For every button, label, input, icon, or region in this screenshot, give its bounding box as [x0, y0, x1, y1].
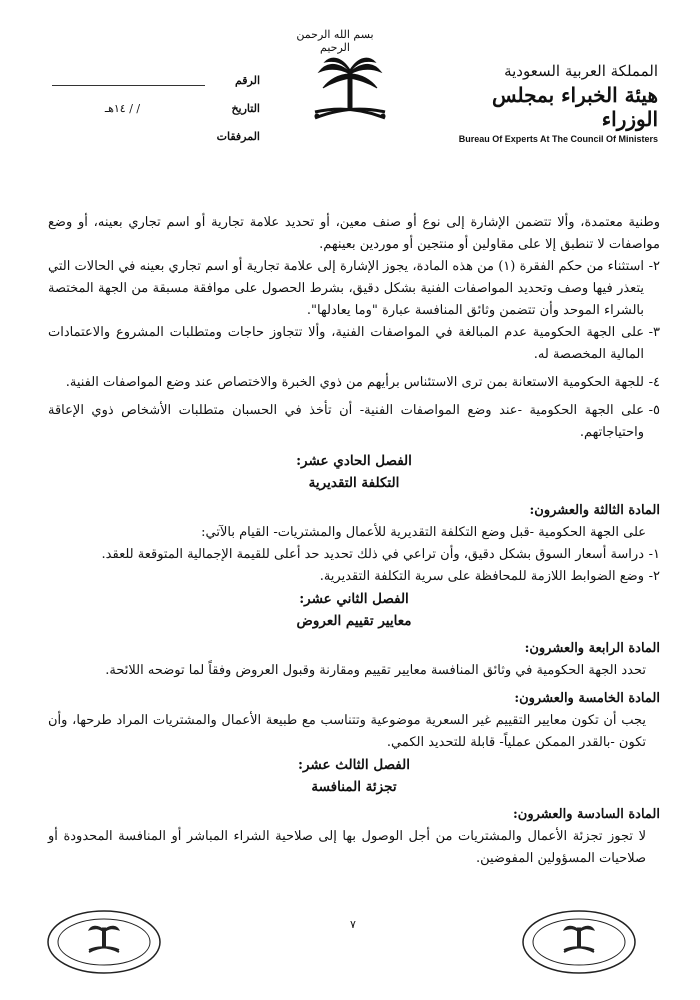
saudi-emblem-icon — [305, 52, 395, 132]
item-text: على الجهة الحكومية عدم المبالغة في المواصفات الفنية، وألا تتجاوز حاجات ومتطلبات المشروع والاعتمادات المالية المخصصة له. — [48, 325, 644, 362]
article-text: على الجهة الحكومية -قبل وضع التكلفة التقديرية للأعمال والمشتريات- القيام بالآتي: — [201, 525, 646, 540]
date-value: / / ١٤هـ — [104, 101, 141, 115]
item-text: للجهة الحكومية الاستعانة بمن ترى الاستئناس برأيهم من ذوي الخبرة والاختصاص عند وضع المواصفات الفنية. — [65, 375, 644, 390]
article-title: المادة الخامسة والعشرون: — [514, 691, 660, 706]
article-text: يجب أن تكون معايير التقييم غير السعرية موضوعية وتتناسب مع طبيعة الأعمال والمشتريات المراد طرحها، وأن تكون -بالقدر الممكن عملياً- قابلة للتحديد الكمي. — [48, 713, 646, 750]
item-number: ٢- — [648, 569, 660, 584]
article-title: المادة السادسة والعشرون: — [513, 807, 660, 822]
reference-block — [40, 66, 260, 150]
list-item — [48, 256, 660, 322]
item-text: استثناء من حكم الفقرة (١) من هذه المادة، يجوز الإشارة إلى علامة تجارية أو اسم تجاري بعينه في الحالات التي يتعذر فيها وصف وتحديد المواصفات الفنية بشكل دقيق، بشرط الحصول على موافقة مسبقة من الجهة المختصة بالشراء الموحد وأن تتضمن وثائق المنافسة عبارة "وما يعادلها". — [48, 259, 644, 318]
date-label: التاريخ — [231, 101, 260, 115]
list-item — [48, 566, 660, 588]
article-text: تحدد الجهة الحكومية في وثائق المنافسة معايير تقييم ومقارنة وقبول العروض وفقاً لما توضحه اللائحة. — [105, 663, 646, 678]
paragraph-continuation: وطنية معتمدة، وألا تتضمن الإشارة إلى نوع أو صنف معين، أو تحديد علامة تجارية أو اسم تجاري بعينه، أو وضع مواصفات لا تنطبق إلا على مقاولين أو منتجين أو موردين بعينهم. — [48, 215, 660, 252]
document-body — [48, 212, 660, 870]
item-text: على الجهة الحكومية -عند وضع المواصفات الفنية- أن تأخذ في الحسبان متطلبات الأشخاص ذوي الإعاقة واحتياجاتهم. — [48, 403, 644, 440]
attachments-label: المرفقات — [216, 129, 260, 143]
chapter-subtitle: تجزئة المنافسة — [311, 779, 397, 795]
bureau-name-arabic: هيئة الخبراء بمجلس الوزراء — [491, 83, 658, 131]
article-title: المادة الثالثة والعشرون: — [529, 503, 660, 518]
official-seal-icon — [45, 908, 163, 976]
article-text: لا تجوز تجزئة الأعمال والمشتريات من أجل الوصول بها إلى صلاحية الشراء المباشر أو المنافسة المحدودة أو صلاحيات المسؤولين المفوضين. — [48, 829, 646, 866]
official-seal-icon — [520, 908, 638, 976]
chapter-title: الفصل الحادي عشر: — [296, 453, 412, 469]
list-item — [48, 372, 660, 394]
chapter-title: الفصل الثاني عشر: — [299, 591, 409, 607]
item-text: وضع الضوابط اللازمة للمحافظة على سرية التكلفة التقديرية. — [319, 569, 644, 584]
list-item — [48, 322, 660, 366]
list-item — [48, 544, 660, 566]
item-number: ١- — [648, 547, 660, 562]
item-number: ٣- — [648, 325, 660, 340]
chapter-title: الفصل الثالث عشر: — [298, 757, 410, 773]
bureau-name-english: Bureau Of Experts At The Council Of Ministers — [458, 134, 658, 144]
item-text: دراسة أسعار السوق بشكل دقيق، وأن تراعي في ذلك تحديد حد أعلى للقيمة الإجمالية المتوقعة للعقد. — [101, 547, 644, 562]
item-number: ٢- — [648, 259, 660, 274]
kingdom-name: المملكة العربية السعودية — [504, 62, 658, 80]
basmala: بسم الله الرحمن الرحيم — [296, 28, 374, 54]
organization-header — [458, 62, 658, 144]
page-number: ٧ — [350, 918, 356, 931]
list-item — [48, 400, 660, 444]
ref-label: الرقم — [234, 73, 260, 87]
chapter-subtitle: معايير تقييم العروض — [296, 613, 412, 629]
item-number: ٥- — [648, 403, 660, 418]
article-title: المادة الرابعة والعشرون: — [524, 641, 660, 656]
ref-line — [52, 75, 205, 86]
item-number: ٤- — [648, 375, 660, 390]
chapter-subtitle: التكلفة التقديرية — [308, 475, 400, 491]
